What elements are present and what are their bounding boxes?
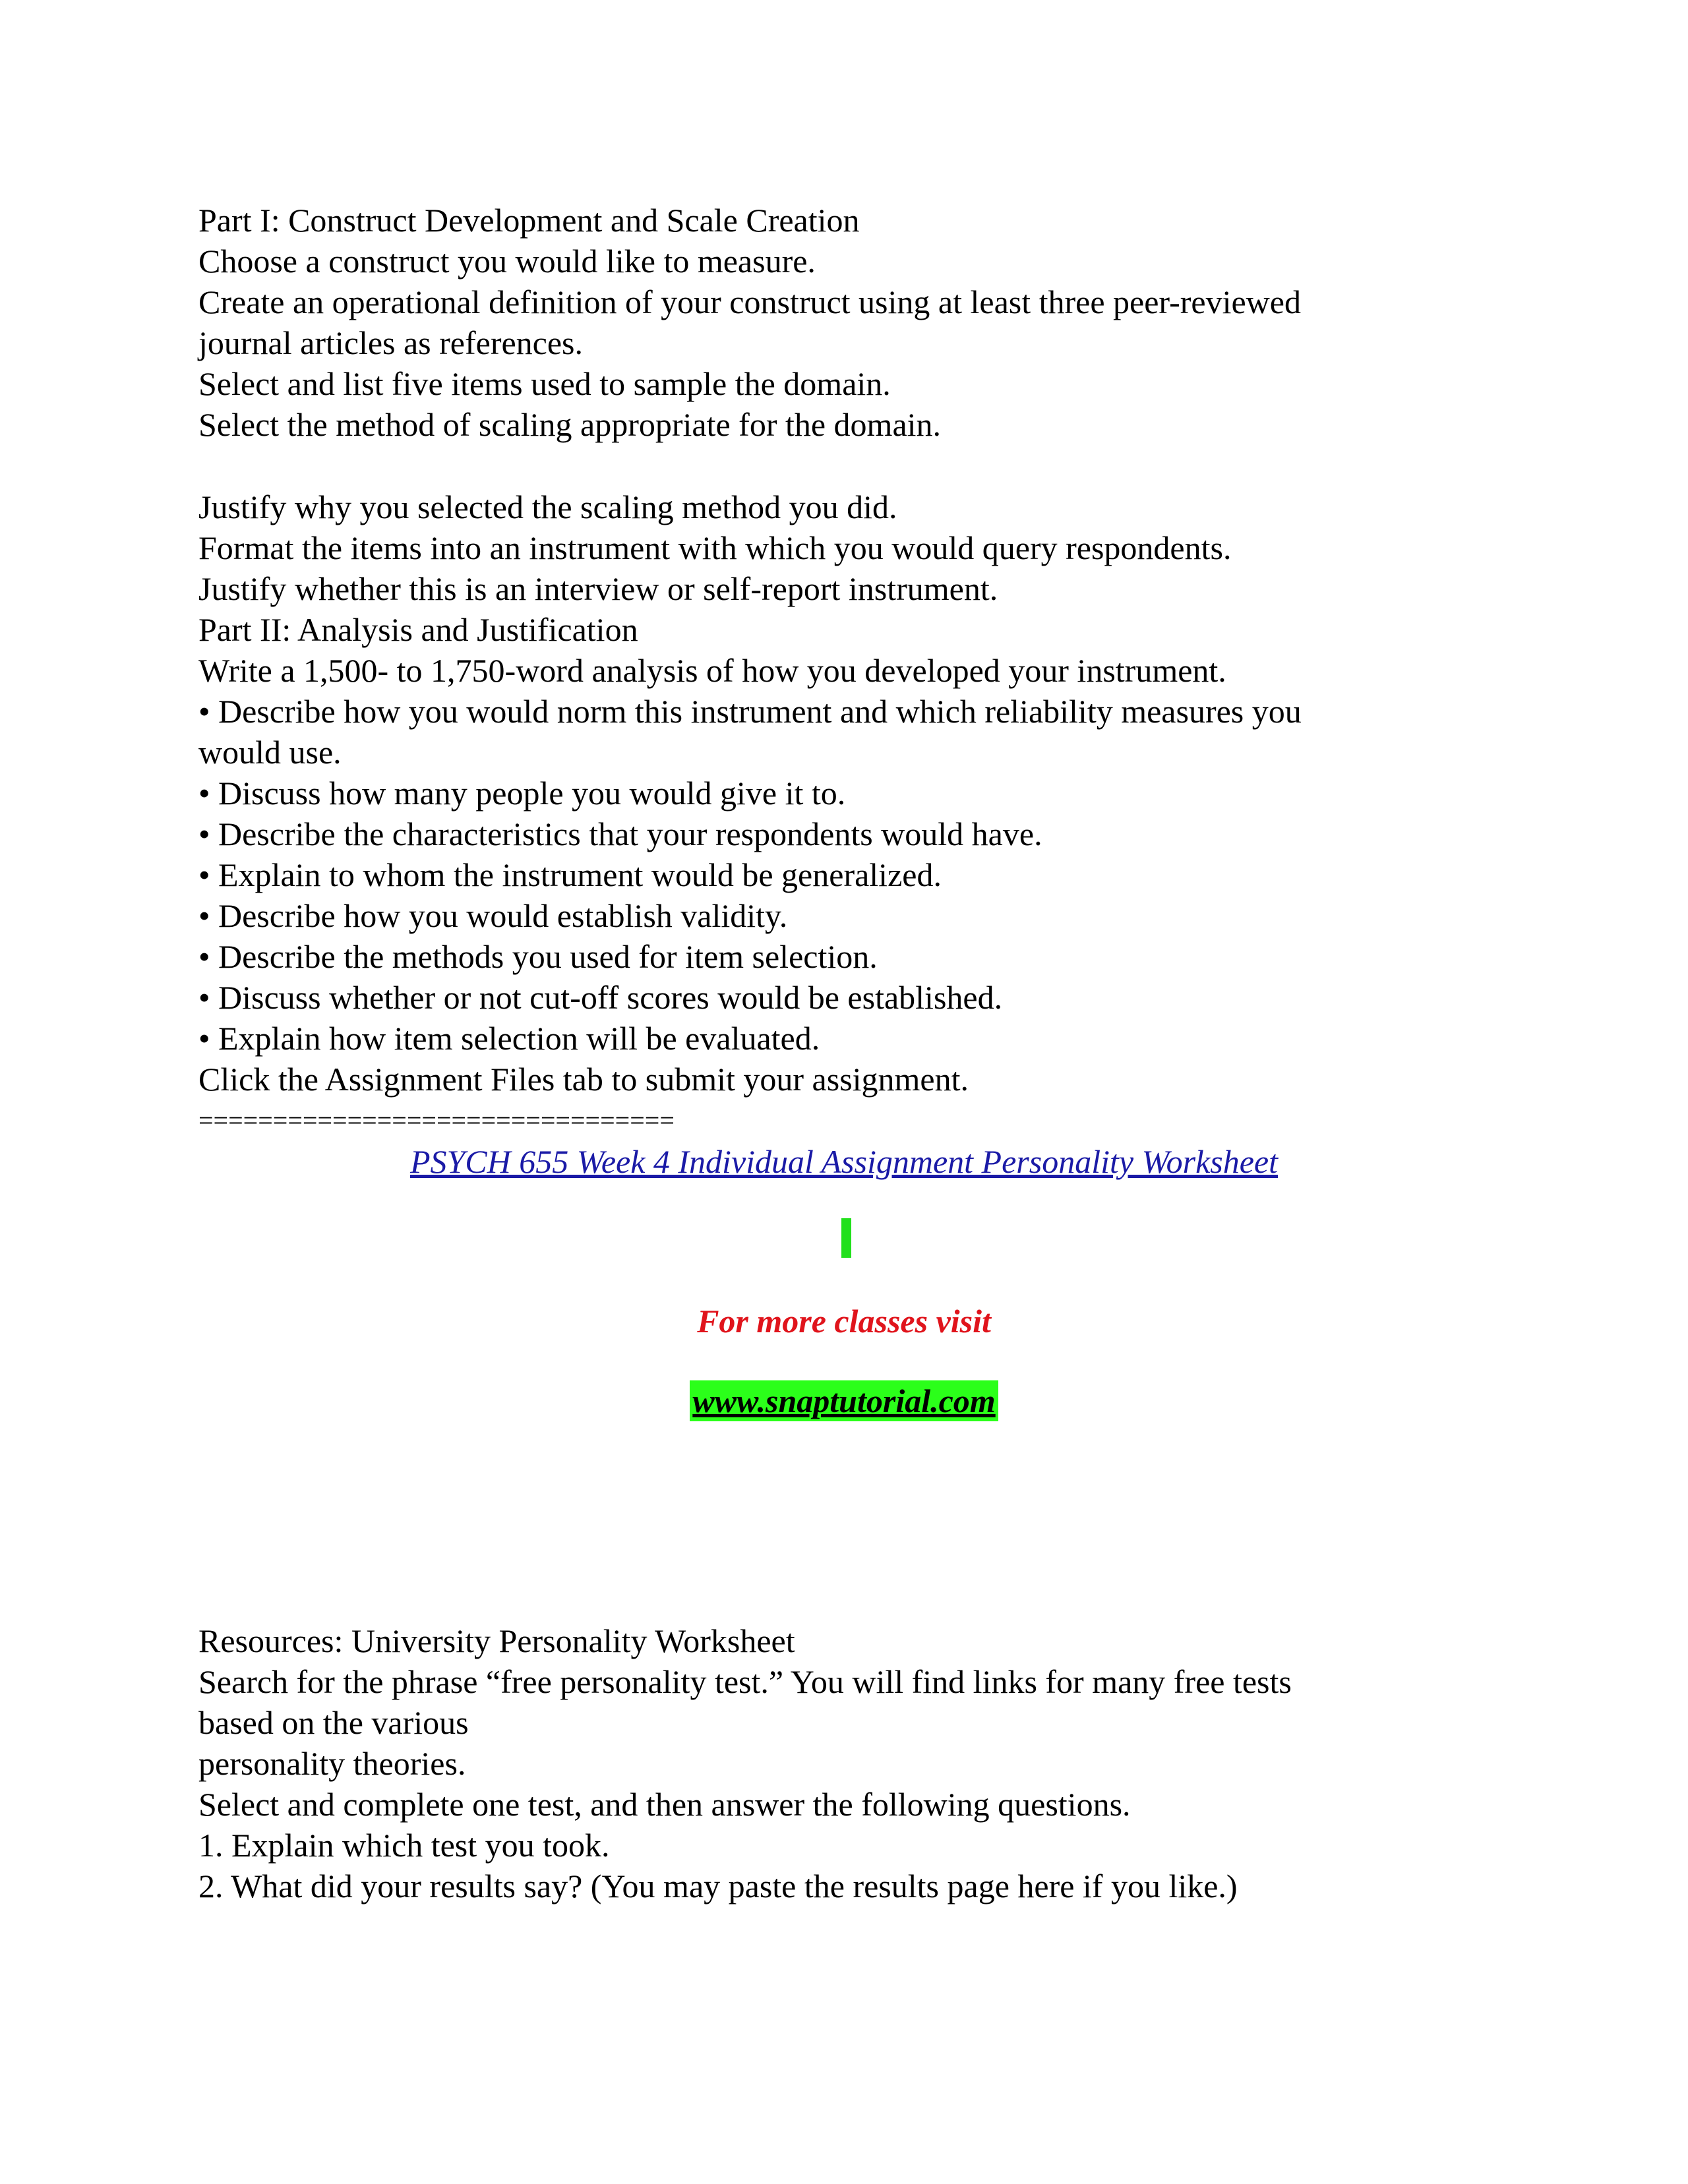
resources-line: based on the various [198,1704,469,1741]
part1-line: Select and list five items used to sample the domain. [198,365,891,402]
website-link[interactable]: www.snaptutorial.com [690,1380,998,1421]
part1-line: Choose a construct you would like to measure. [198,243,816,280]
promo-row [0,1301,1688,1342]
bullet-item: • Discuss how many people you would give it to. [198,775,846,812]
resources-line: personality theories. [198,1745,466,1782]
submit-instruction: Click the Assignment Files tab to submit your assignment. [198,1061,969,1098]
part1b-line: Justify whether this is an interview or self-report instrument. [198,570,998,607]
part1-heading: Part I: Construct Development and Scale Creation [198,202,860,239]
resources-line: Select and complete one test, and then answer the following questions. [198,1786,1131,1823]
part1-line: Select the method of scaling appropriate for the domain. [198,406,942,443]
part1-line: journal articles as references. [198,324,584,361]
bullet-item: • Describe the characteristics that your respondents would have. [198,815,1042,852]
question-item: 2. What did your results say? (You may paste the results page here if you like.) [198,1868,1238,1904]
green-marker [841,1218,851,1258]
part2-line: Write a 1,500- to 1,750-word analysis of how you developed your instrument. [198,652,1226,689]
bullet-item: • Explain to whom the instrument would be generalized. [198,856,942,893]
bullet-item-continued: would use. [198,734,342,771]
assignment-title-link[interactable]: PSYCH 655 Week 4 Individual Assignment Personality Worksheet [409,1143,1279,1180]
assignment-link-row [0,1141,1688,1182]
resources-heading: Resources: University Personality Worksheet [198,1622,795,1659]
part1b-line: Format the items into an instrument with which you would query respondents. [198,529,1232,566]
bullet-item: • Describe how you would norm this instrument and which reliability measures you [198,693,1302,730]
bullet-item: • Discuss whether or not cut-off scores would be established. [198,979,1003,1016]
bullet-item: • Explain how item selection will be evaluated. [198,1020,820,1057]
part1-line: Create an operational definition of your construct using at least three peer-reviewed [198,283,1301,320]
part2-heading: Part II: Analysis and Justification [198,611,638,648]
promo-text: For more classes visit [697,1303,991,1340]
part1b-line: Justify why you selected the scaling method you did. [198,488,897,525]
site-link-row [0,1380,1688,1421]
bullet-item: • Describe the methods you used for item selection. [198,938,878,975]
bullet-item: • Describe how you would establish validity. [198,897,788,934]
resources-line: Search for the phrase “free personality test.” You will find links for many free tests [198,1663,1292,1700]
question-item: 1. Explain which test you took. [198,1827,610,1864]
separator-line: ================================ [198,1106,675,1135]
